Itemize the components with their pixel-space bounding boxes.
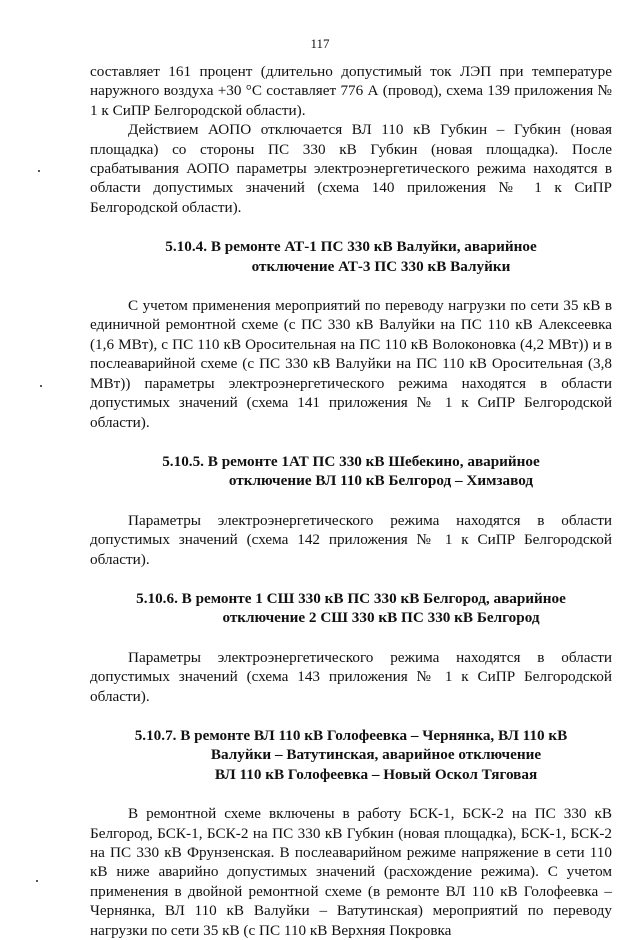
- scan-speck: [36, 880, 38, 882]
- paragraph-aopo: Действием АОПО отключается ВЛ 110 кВ Губкин – Губкин (новая площадка) со стороны ПС 330 кВ Губкин (новая площадка). После срабатывания АОПО параметры электроэнергетического режима находятся в области допустимых значений (схема 140 приложения № 1 к СиПР Белгородской области).: [90, 121, 612, 216]
- document-body: [90, 62, 612, 940]
- heading-line: 5.10.6. В ремонте 1 СШ 330 кВ ПС 330 кВ Белгород, аварийное: [136, 589, 566, 607]
- paragraph-section-5-10-7: В ремонтной схеме включены в работу БСК-1, БСК-2 на ПС 330 кВ Белгород, БСК-1, БСК-2 на ПС 330 кВ Губкин (новая площадка), БСК-1, БСК-2 на ПС 330 кВ Фрунзенская. В послеаварийном режиме напряжение в сети 110 кВ ниже аварийно допустимых значений (расхождение режима). С учетом применения в двойной ремонтной схеме (в ремонте ВЛ 110 кВ Голофеевка – Чернянка, ВЛ 110 кВ Валуйки – Ватутинская) мероприятий по переводу нагрузки по сети 35 кВ (с ПС 110 кВ Верхняя Покровка: [90, 805, 612, 939]
- paragraph-section-5-10-4: С учетом применения мероприятий по переводу нагрузки по сети 35 кВ в единичной ремонтной схеме (с ПС 330 кВ Валуйки на ПС 110 кВ Алексеевка (1,6 МВт), с ПС 110 кВ Оросительная на ПС 110 кВ Волоконовка (4,2 МВт)) и в послеаварийной схеме (с ПС 330 кВ Валуйки на ПС 110 кВ Оросительная (3,8 МВт)) параметры электроэнергетического режима находятся в области допустимых значений (схема 141 приложения № 1 к СиПР Белгородской области).: [90, 297, 612, 431]
- scan-speck: [40, 385, 42, 387]
- paragraph-continuation: составляет 161 процент (длительно допустимый ток ЛЭП при температуре наружного воздуха +30 °С составляет 776 А (провод), схема 139 приложения № 1 к СиПР Белгородской области).: [90, 63, 612, 119]
- paragraph-section-5-10-6: Параметры электроэнергетического режима находятся в области допустимых значений (схема 143 приложения № 1 к СиПР Белгородской области).: [90, 648, 612, 705]
- heading-line: отключение ВЛ 110 кВ Белгород – Химзавод: [228, 472, 534, 490]
- heading-line: Валуйки – Ватутинская, аварийное отключение: [210, 746, 542, 764]
- section-heading-5-10-4: [90, 237, 612, 276]
- section-heading-5-10-6: [90, 589, 612, 628]
- section-heading-5-10-5: [90, 452, 612, 491]
- page-number: 117: [310, 36, 330, 51]
- heading-line: отключение 2 СШ 330 кВ ПС 330 кВ Белгород: [222, 609, 540, 627]
- heading-line: 5.10.7. В ремонте ВЛ 110 кВ Голофеевка – Чернянка, ВЛ 110 кВ: [134, 726, 568, 744]
- scan-speck: [38, 170, 40, 172]
- paragraph-section-5-10-5: Параметры электроэнергетического режима находятся в области допустимых значений (схема 142 приложения № 1 к СиПР Белгородской области).: [90, 511, 612, 568]
- heading-line: ВЛ 110 кВ Голофеевка – Новый Оскол Тяговая: [214, 765, 538, 783]
- heading-line: 5.10.4. В ремонте АТ-1 ПС 330 кВ Валуйки, аварийное: [165, 238, 537, 256]
- heading-line: отключение АТ-3 ПС 330 кВ Валуйки: [251, 257, 511, 275]
- section-heading-5-10-7: [90, 726, 612, 784]
- heading-line: 5.10.5. В ремонте 1АТ ПС 330 кВ Шебекино, аварийное: [162, 452, 540, 470]
